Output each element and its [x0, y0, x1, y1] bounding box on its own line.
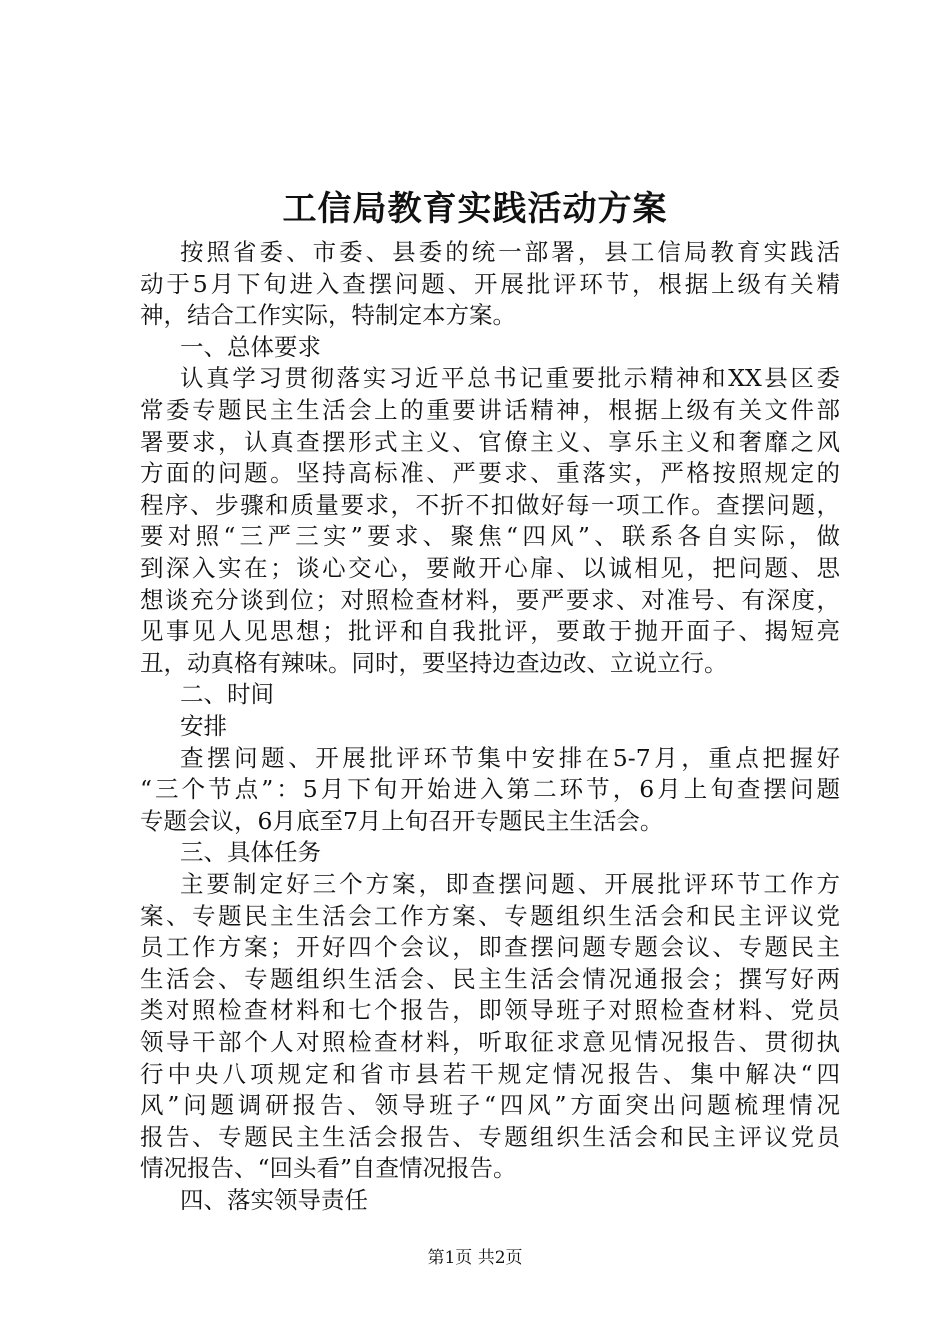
- text-line: 署要求，认真查摆形式主义、官僚主义、享乐主义和奢靡之风: [140, 427, 840, 456]
- text-line: 常委专题民主生活会上的重要讲话精神，根据上级有关文件部: [140, 396, 840, 424]
- text-line: 风”问题调研报告、领导班子“四风”方面突出问题梳理情况: [140, 1091, 840, 1120]
- text-line: 要对照“三严三实”要求、聚焦“四风”、联系各自实际，做: [140, 522, 840, 551]
- text-line: 三、具体任务: [180, 838, 321, 867]
- document-title: 工信局教育实践活动方案: [282, 189, 668, 229]
- text-line: 到深入实在；谈心交心，要敞开心扉、以诚相见，把问题、思: [140, 554, 840, 582]
- text-line: 按照省委、市委、县委的统一部署，县工信局教育实践活: [180, 238, 840, 266]
- text-line: 方面的问题。坚持高标准、严要求、重落实，严格按照规定的: [140, 459, 840, 488]
- text-line: 见事见人见思想；批评和自我批评，要敢于抛开面子、揭短亮: [140, 617, 840, 646]
- text-line: 情况报告、“回头看”自查情况报告。: [140, 1154, 517, 1183]
- text-line: 程序、步骤和质量要求，不折不扣做好每一项工作。查摆问题，: [140, 490, 840, 519]
- text-line: 一、总体要求: [180, 332, 321, 361]
- text-line: 类对照检查材料和七个报告，即领导班子对照检查材料、党员: [140, 996, 840, 1025]
- text-line: 认真学习贯彻落实习近平总书记重要批示精神和XX县区委: [180, 364, 840, 393]
- text-line: 安排: [180, 712, 227, 740]
- text-line: 神，结合工作实际，特制定本方案。: [140, 301, 516, 330]
- text-line: 专题会议，6月底至7月上旬召开专题民主生活会。: [140, 806, 664, 835]
- text-line: 领导干部个人对照检查材料，听取征求意见情况报告、贯彻执: [140, 1028, 840, 1056]
- text-line: 丑，动真格有辣味。同时，要坚持边查边改、立说立行。: [140, 648, 728, 677]
- text-line: 生活会、专题组织生活会、民主生活会情况通报会；撰写好两: [140, 964, 840, 993]
- text-line: 二、时间: [180, 680, 274, 709]
- text-line: 员工作方案；开好四个会议，即查摆问题专题会议、专题民主: [140, 933, 840, 962]
- text-line: 案、专题民主生活会工作方案、专题组织生活会和民主评议党: [140, 901, 840, 930]
- text-line: 行中央八项规定和省市县若干规定情况报告、集中解决“四: [140, 1059, 840, 1088]
- text-line: 主要制定好三个方案，即查摆问题、开展批评环节工作方: [180, 870, 840, 898]
- text-line: 报告、专题民主生活会报告、专题组织生活会和民主评议党员: [140, 1122, 840, 1151]
- text-line: 动于5月下旬进入查摆问题、开展批评环节，根据上级有关精: [140, 269, 840, 298]
- text-line: 查摆问题、开展批评环节集中安排在5-7月，重点把握好: [180, 743, 840, 772]
- page-footer: 第1页 共2页: [427, 1248, 523, 1268]
- text-line: 想谈充分谈到位；对照检查材料，要严要求、对准号、有深度，: [140, 585, 840, 614]
- text-line: 四、落实领导责任: [180, 1186, 368, 1214]
- text-line: “三个节点”：5月下旬开始进入第二环节，6月上旬查摆问题: [140, 775, 840, 804]
